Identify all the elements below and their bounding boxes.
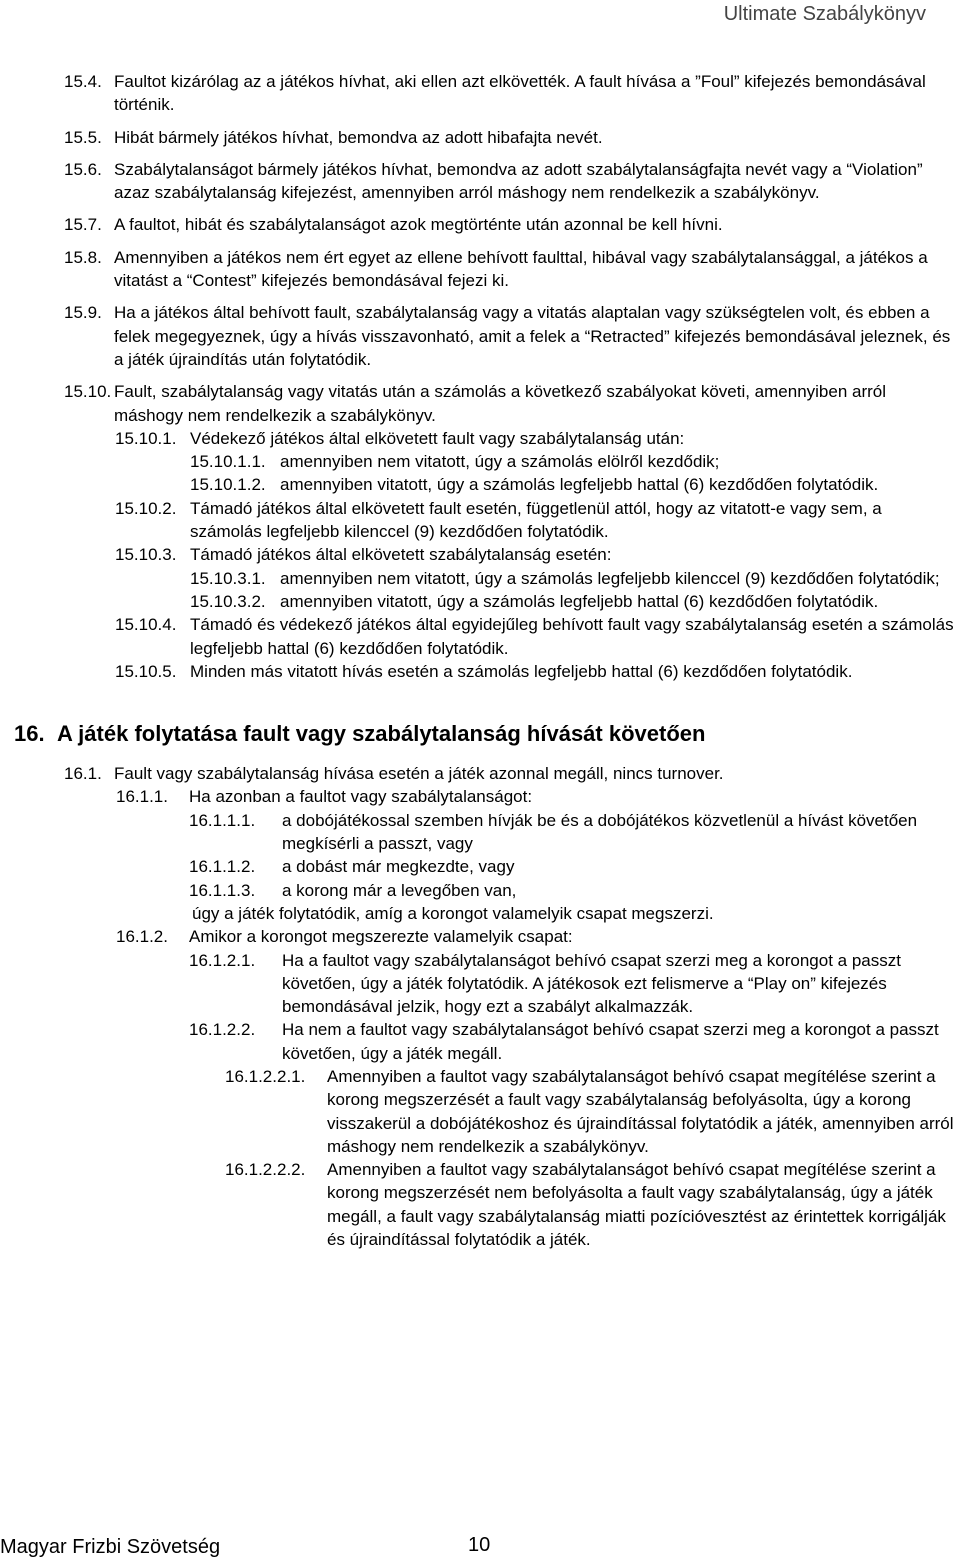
rule-number: 16.1.1.1.	[189, 810, 256, 830]
rule-number: 15.7.	[64, 215, 102, 235]
section-heading-16	[14, 719, 954, 749]
rule-16-1-2-2-2	[225, 1158, 954, 1251]
rule-number: 16.1.2.2.1.	[225, 1066, 306, 1086]
rule-16-1-1-2	[189, 855, 954, 878]
rule-text: amennyiben vitatott, úgy a számolás legfeljebb hattal (6) kezdődően folytatódik.	[280, 475, 879, 495]
rule-number: 16.1.2.1.	[189, 950, 256, 970]
rule-15-10	[64, 380, 954, 427]
rule-15-4	[64, 70, 954, 117]
rule-text: Faultot kizárólag az a játékos hívhat, aki ellen azt elkövették. A fault hívása a ”Foul” kifejezés bemondásával történik.	[114, 72, 926, 115]
rule-number: 16.1.1.2.	[189, 857, 256, 877]
rule-15-10-4	[115, 613, 954, 660]
rule-number: 15.6.	[64, 159, 102, 179]
rule-text: amennyiben nem vitatott, úgy a számolás elölről kezdődik;	[280, 452, 720, 472]
rule-text: Ha a játékos által behívott fault, szabálytalanság vagy a vitatás alaptalan vagy szükségtelen volt, és ebben a felek megegyeznek, úgy a hívás visszavonható, amit a felek a “Retracted” kifejezés bemondásával jeleznek, és a játék újraindítás után folytatódik.	[114, 303, 951, 369]
rule-text: Védekező játékos által elkövetett fault vagy szabálytalanság után:	[190, 428, 685, 448]
rule-number: 15.10.1.2.	[190, 475, 266, 495]
rule-15-5	[64, 126, 954, 149]
rule-text: a dobójátékossal szemben hívják be és a dobójátékos közvetlenül a hívást követően megkísérli a passzt, vagy	[282, 810, 918, 854]
rule-text: Amennyiben a faultot vagy szabálytalanságot behívó csapat megítélése szerint a korong megszerzését a fault vagy szabálytalanság befolyásolta, úgy a korong visszakerül a dobójátékoshoz és újraindítással folytatódik a játék, amennyiben arról máshogy nem rendelkezik a szabálykönyv.	[327, 1066, 954, 1156]
rule-text: amennyiben vitatott, úgy a számolás legfeljebb hattal (6) kezdődően folytatódik.	[280, 591, 879, 611]
rule-15-10-1-2	[190, 473, 954, 496]
rule-number: 16.1.2.2.	[189, 1020, 256, 1040]
rule-15-10-1-1	[190, 450, 954, 473]
rule-text: Szabálytalanságot bármely játékos hívhat, bemondva az adott szabálytalanságfajta nevét vagy a “Violation” azaz szabálytalanság kifejezést, amennyiben arról máshogy nem rendelkezik a szabálykönyv.	[114, 159, 923, 203]
page-number: 10	[468, 1534, 491, 1556]
rule-16-1-2-1	[189, 949, 954, 1019]
rule-16-1-2-2	[189, 1018, 954, 1065]
rule-text: Ha a faultot vagy szabálytalanságot behívó csapat szerzi meg a korongot a passzt követően, úgy a játék folytatódik. A játékosok ezt felismerve a “Play on” kifejezés bemondásával jelzik, hogy ezt a szabályt alkalmazzák.	[282, 950, 901, 1017]
rule-number: 15.10.	[64, 382, 112, 402]
rule-16-1-2	[116, 925, 954, 948]
rule-number: 16.1.	[64, 764, 102, 784]
rule-text: Fault, szabálytalanság vagy vitatás után a számolás a következő szabályokat követi, amennyiben arról máshogy nem rendelkezik a szabálykönyv.	[114, 382, 887, 425]
rule-number: 15.10.3.2.	[190, 591, 266, 611]
rule-text: Ha nem a faultot vagy szabálytalanságot behívó csapat szerzi meg a korongot a passzt követően, úgy a játék megáll.	[282, 1020, 939, 1063]
rule-number: 15.10.3.1.	[190, 568, 266, 588]
rule-text: a dobást már megkezdte, vagy	[282, 857, 515, 877]
rule-text: Amennyiben a játékos nem ért egyet az ellene behívott faulttal, hibával vagy szabálytalansággal, a játékos a vitatást a “Contest” kifejezés bemondásával fejezi ki.	[114, 247, 928, 291]
rule-continuation-text: úgy a játék folytatódik, amíg a korongot valamelyik csapat megszerzi.	[192, 903, 714, 923]
rule-number: 15.10.4.	[115, 615, 177, 635]
rule-number: 15.9.	[64, 303, 102, 323]
rule-16-1-1	[116, 785, 954, 808]
rule-text: Hibát bármely játékos hívhat, bemondva az adott hibafajta nevét.	[114, 127, 603, 147]
rule-number: 15.8.	[64, 247, 102, 267]
rule-text: Fault vagy szabálytalanság hívása esetén a játék azonnal megáll, nincs turnover.	[114, 764, 724, 784]
rule-15-9	[64, 301, 954, 371]
rule-number: 15.5.	[64, 127, 102, 147]
rule-text: Támadó játékos által elkövetett szabálytalanság esetén:	[190, 545, 612, 565]
rule-text: Amennyiben a faultot vagy szabálytalanságot behívó csapat megítélése szerint a korong megszerzését nem befolyásolta a fault vagy szabálytalanság, úgy a játék megáll, a fault vagy szabálytalanság miatti pozícióvesztést az érintettek korrigálják és újraindítással folytatódik a játék.	[327, 1160, 946, 1250]
rule-15-7	[64, 213, 954, 236]
rule-16-1-1-3	[189, 879, 954, 902]
rule-number: 16.1.2.	[116, 927, 168, 947]
rule-number: 15.10.5.	[115, 661, 177, 681]
footer-organization: Magyar Frizbi Szövetség	[0, 1536, 221, 1558]
rule-15-10-3	[115, 543, 954, 566]
rule-text: Amikor a korongot megszerezte valamelyik csapat:	[189, 927, 573, 947]
rule-text: Minden más vitatott hívás esetén a számolás legfeljebb hattal (6) kezdődően folytatódik.	[190, 661, 853, 681]
section-title: A játék folytatása fault vagy szabálytalanság hívását követően	[57, 721, 706, 747]
page-body	[14, 70, 954, 1251]
rule-text: a korong már a levegőben van,	[282, 880, 517, 900]
rule-15-10-3-1	[190, 567, 954, 590]
rule-text: A faultot, hibát és szabálytalanságot azok megtörténte után azonnal be kell hívni.	[114, 215, 723, 235]
rule-text: amennyiben nem vitatott, úgy a számolás legfeljebb kilenccel (9) kezdődően folytatódik;	[280, 568, 940, 588]
rule-15-10-2	[115, 497, 954, 544]
rule-number: 16.1.1.	[116, 787, 168, 807]
rule-number: 16.1.1.3.	[189, 880, 256, 900]
rule-number: 15.10.1.1.	[190, 452, 266, 472]
rule-number: 15.10.2.	[115, 498, 177, 518]
rule-15-10-3-2	[190, 590, 954, 613]
rule-text: Támadó játékos által elkövetett fault esetén, függetlenül attól, hogy az vitatott-e vagy sem, a számolás legfeljebb kilenccel (9) kezdődően folytatódik.	[190, 498, 882, 542]
rule-16-1	[64, 762, 954, 785]
rule-number: 16.1.2.2.2.	[225, 1160, 306, 1180]
rule-16-1-2-2-1	[225, 1065, 954, 1158]
rule-15-6	[64, 158, 954, 205]
rule-text: Ha azonban a faultot vagy szabálytalanságot:	[189, 787, 533, 807]
rule-number: 15.4.	[64, 72, 102, 91]
rule-text: Támadó és védekező játékos által egyidejűleg behívott fault vagy szabálytalanság esetén a számolás legfeljebb hattal (6) kezdődően folytatódik.	[190, 615, 954, 658]
rule-16-1-1-1	[189, 809, 954, 856]
section-number: 16.	[14, 721, 45, 747]
rule-15-10-1	[115, 427, 954, 450]
rule-number: 15.10.3.	[115, 545, 177, 565]
rule-15-10-5	[115, 660, 954, 683]
rule-number: 15.10.1.	[115, 428, 177, 448]
page-header-title: Ultimate Szabálykönyv	[723, 3, 926, 25]
rule-15-8	[64, 246, 954, 293]
